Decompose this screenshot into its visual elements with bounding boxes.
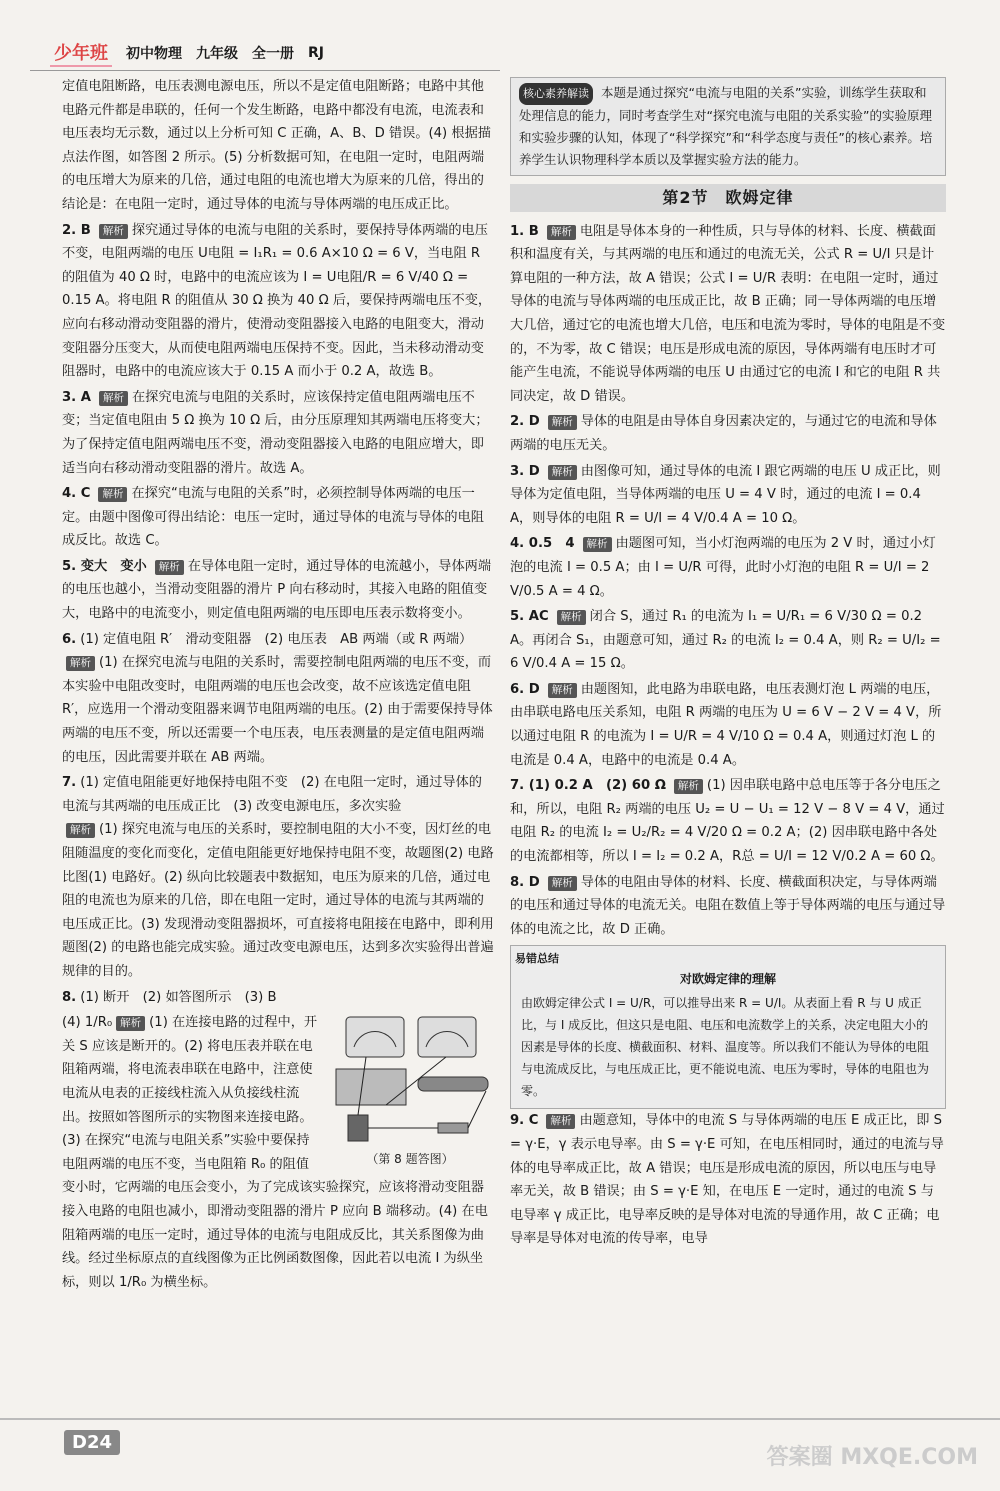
r-answer-9: 9. C 解析 由题意知，导体中的电流 S 与导体两端的电压 E 成正比，即 S = γ·E，γ 表示电导率。由 S = γ·E 可知，在电压相同时，通过的电流与导体的电导率成正比，故 A 错误；电压是形成电流的原因，所以电压与电导率无关，故 B 错误；由 S = γ·E 知，在电压 E 一定时，通过的电流 S 与电导率 γ 成正比，电导率反映的是导体对电流的导通作用，故 C 正确；电导率是导体对电流的传导率，电导 bbox=[510, 1113, 944, 1247]
header-divider bbox=[30, 70, 500, 71]
r-answer-7: 7. (1) 0.2 A (2) 60 Ω 解析 (1) 因串联电路中总电压等于各分电压之和，所以，电阻 R₂ 两端的电压 U₂ = U − U₁ = 12 V − 8 V = 4 V，通过电阻 R₂ 的电流 I₂ = U₂/R₂ = 4 V/20 Ω = 0.2 A；(2) 因串联电路中各处的电流都相等，所以 I = I₂ = 0.2 A，R总 = U/I = 12 V/0.2 A = 60 Ω。 bbox=[510, 778, 945, 865]
page-number: D24 bbox=[64, 1430, 120, 1455]
answer-2: 2. B 解析 探究通过导体的电流与电阻的关系时，要保持导体两端的电压不变，电阻两端的电压 U电阻 = I₁R₁ = 0.6 A×10 Ω = 6 V，当电阻 R 的阻值为 40 Ω 时，电路中的电流应该为 I = U电阻/R = 6 V/40 Ω = 0.15 A。将电阻 R 的阻值从 30 Ω 换为 40 Ω 后，要保持两端电压不变，应向右移动滑动变阻器的滑片，使滑动变阻器接入电路的电阻变大，滑动变阻器分压变大，从而使电阻两端电压保持不变。因此，当未移动滑动变阻器时，电路中的电流应该大于 0.15 A 而小于 0.2 A，故选 B。 bbox=[62, 222, 492, 380]
left-column bbox=[62, 75, 494, 1296]
note-body: 由欧姆定律公式 I = U/R，可以推导出来 R = U/I。从表面上看 R 与 U 成正比，与 I 成反比，但这只是电阻、电压和电流数学上的关系，决定电阻大小的因素是导体的长度、横截面积、材料、温度等。所以我们不能认为导体的电阻与电流成反比，与电压成正比，更不能说电流、电压为零时，导体的电阻也为零。 bbox=[521, 996, 930, 1099]
r-answer-1: 1. B 解析 电阻是导体本身的一种性质，只与导体的材料、长度、横截面积和温度有关，与其两端的电压和通过的电流无关，公式 R = U/I 只是计算电阻的一种方法，故 A 错误；公式 I = U/R 表明：在电阻一定时，通过导体的电流与导体两端的电压成正比，故 B 正确；同一导体两端的电压增大几倍，通过它的电流也增大几倍，电压和电流为零时，导体的电阻是不变的，不为零，故 C 错误；电压是形成电流的原因，导体两端有电压时才可能产生电流，不能说导体两端的电压 U 由通过它的电流 I 和它的电阻 R 共同决定，故 D 错误。 bbox=[510, 223, 946, 404]
common-mistakes-tag: 易错总结 bbox=[515, 952, 559, 966]
brand-logo: 少年班 bbox=[50, 39, 112, 67]
r-answer-5: 5. AC 解析 闭合 S，通过 R₁ 的电流为 I₁ = U/R₁ = 6 V/30 Ω = 0.2 A。再闭合 S₁，由题意可知，通过 R₂ 的电流 I₂ = 0.4 A，则 R₂ = U/I₂ = 6 V/0.4 A = 15 Ω。 bbox=[510, 609, 941, 672]
right-column bbox=[510, 75, 946, 1253]
r-answer-2: 2. D 解析 导体的电阻是由导体自身因素决定的，与通过它的电流和导体两端的电压无关。 bbox=[510, 414, 937, 453]
r-answer-8: 8. D 解析 导体的电阻由导体的材料、长度、横截面积决定，与导体两端的电压和通过导体的电流无关。电阻在数值上等于导体两端的电压与通过导体的电流之比，故 D 正确。 bbox=[510, 874, 946, 937]
common-mistakes-box bbox=[510, 945, 946, 1109]
watermark: 答案圈 MXQE.COM bbox=[766, 1445, 978, 1470]
page-header bbox=[50, 38, 510, 68]
figure-caption: （第 8 题答图） bbox=[366, 1151, 454, 1166]
footer-divider bbox=[0, 1418, 1000, 1420]
answer-6: 6. (1) 定值电阻 R′ 滑动变阻器 (2) 电压表 AB 两端（或 R 两端） 解析 (1) 在探究电流与电阻的关系时，需要控制电阻两端的电压不变，而本实验中电阻改变时，电阻两端的电压也会改变，故不应该选定值电阻 R′，应选用一个滑动变阻器来调节电阻两端的电压。(2) 由于需要保持导体两端的电压不变，所以还需要一个电压表，电压表测量的是定值电阻两端的电压，因此需要并联在 AB 两端。 bbox=[62, 631, 493, 765]
circuit-figure bbox=[326, 1011, 494, 1171]
answer-7: 7. (1) 定值电阻能更好地保持电阻不变 (2) 在电阻一定时，通过导体的电流与其两端的电压成正比 (3) 改变电源电压，多次实验 解析 (1) 探究电流与电压的关系时，要控制电阻的大小不变，因灯丝的电阻随温度的变化而变化，定值电阻能更好地保持电阻不变，故题图(2) 电路比图(1) 电路好。(2) 纵向比较题表中数据知，电压为原来的几倍，通过电阻的电流也为原来的几倍，即在电阻一定时，通过导体的电流与其两端的电压成正比。(3) 发现滑动变阻器损坏，可直接将电阻接在电路中，即利用题图(2) 的电路也能完成实验。通过改变电源电压，达到多次实验得出普遍规律的目的。 bbox=[62, 775, 494, 979]
r-answer-3: 3. D 解析 由图像可知，通过导体的电流 I 跟它两端的电压 U 成正比，则导体为定值电阻，当导体两端的电压 U = 4 V 时，通过的电流 I = 0.4 A，则导体的电阻 R = U/I = 4 V/0.4 A = 10 Ω。 bbox=[510, 463, 941, 526]
note-title: 对欧姆定律的理解 bbox=[679, 972, 776, 987]
volume: 全一册 bbox=[252, 46, 294, 62]
edition: RJ bbox=[308, 45, 324, 61]
circuit-diagram bbox=[326, 1011, 494, 1151]
answer-8: 8. (1) 断开 (2) 如答图所示 (3) B （第 8 题答图） (4) 1/R₀ 解析 (1) 在连接电路的过程中，开关 S 应该是断开的。(2) 将电压表并联在电阻箱两端，将电流表串联在电路中，注意使电流从电表的正接线柱流入从负接线柱流出。按照如答图所示的实物图来连接电路。(3) 在探究“电流与电阻关系”实验中要保持电阻两端的电压不变，当电阻箱 R₀ 的阻值变小时，它两端的电压会变小，为了完成该实验探究，应该将滑动变阻器接入电路的电阻也减小，即滑动变阻器的滑片 P 应向 B 端移动。(4) 在电阻箱两端的电压一定时，通过导体的电流与电阻成反比，其关系图像为曲线。经过坐标原点的直线图像为正比例函数图像，因此若以电流 I 为纵坐标，则以 1/R₀ 为横坐标。 bbox=[62, 986, 494, 1295]
grade: 九年级 bbox=[196, 46, 238, 62]
section-title: 第2节 欧姆定律 bbox=[510, 184, 946, 212]
intro-text: 定值电阻断路，电压表测电源电压，所以不是定值电阻断路；电路中其他电路元件都是串联的，任何一个发生断路，电路中都没有电流，电流表和电压表均无示数，通过以上分析可知 C 正确，A、B、D 错误。(4) 根据描点法作图，如答图 2 所示。(5) 分析数据可知，在电阻一定时，电阻两端的电压增大为原来的几倍，通过电阻的电流也增大为原来的几倍，得出的结论是：在电阻一定时，通过导体的电流与导体两端的电压成正比。 bbox=[62, 79, 491, 212]
answer-5: 5. 变大 变小 解析 在导体电阻一定时，通过导体的电流越小，导体两端的电压也越小，当滑动变阻器的滑片 P 向右移动时，其接入电路的阻值变大，电路中的电流变小，则定值电阻两端的电压即电压表示数将变小。 bbox=[62, 558, 492, 622]
core-literacy-box: 核心素养解读 本题是通过探究“电流与电阻的关系”实验，训练学生获取和处理信息的能力，同时考查学生对“探究电流与电阻的关系实验”的实验原理和实验步骤的认知，体现了“科学探究”和“科学态度与责任”的核心素养。培养学生认识物理科学本质以及掌握实验方法的能力。 bbox=[510, 77, 946, 176]
r-answer-6: 6. D 解析 由题图知，此电路为串联电路，电压表测灯泡 L 两端的电压，由串联电路电压关系知，电阻 R 两端的电压为 U = 6 V − 2 V = 4 V，所以通过电阻 R 的电流为 I = U/R = 4 V/10 Ω = 0.4 A，则通过灯泡 L 的电流是 0.4 A，电路中的电流是 0.4 A。 bbox=[510, 681, 942, 768]
subject: 初中物理 bbox=[126, 46, 182, 62]
answer-3: 3. A 解析 在探究电流与电阻的关系时，应该保持定值电阻两端电压不变；当定值电阻由 5 Ω 换为 10 Ω 后，由分压原理知其两端电压将变大；为了保持定值电阻两端电压不变，滑动变阻器接入电路的电阻应增大，即适当向右移动滑动变阻器的滑片。故选 A。 bbox=[62, 389, 489, 476]
answer-4: 4. C 解析 在探究“电流与电阻的关系”时，必须控制导体两端的电压一定。由题中图像可得出结论：电压一定时，通过导体的电流与导体的电阻成反比。故选 C。 bbox=[62, 486, 484, 549]
core-literacy-tag: 核心素养解读 bbox=[519, 83, 593, 105]
r-answer-4: 4. 0.5 4 解析 由题图可知，当小灯泡两端的电压为 2 V 时，通过小灯泡的电流 I = 0.5 A；由 I = U/R 可得，此时小灯泡的电阻 R = U/I = 2 V/0.5 A = 4 Ω。 bbox=[510, 536, 936, 599]
